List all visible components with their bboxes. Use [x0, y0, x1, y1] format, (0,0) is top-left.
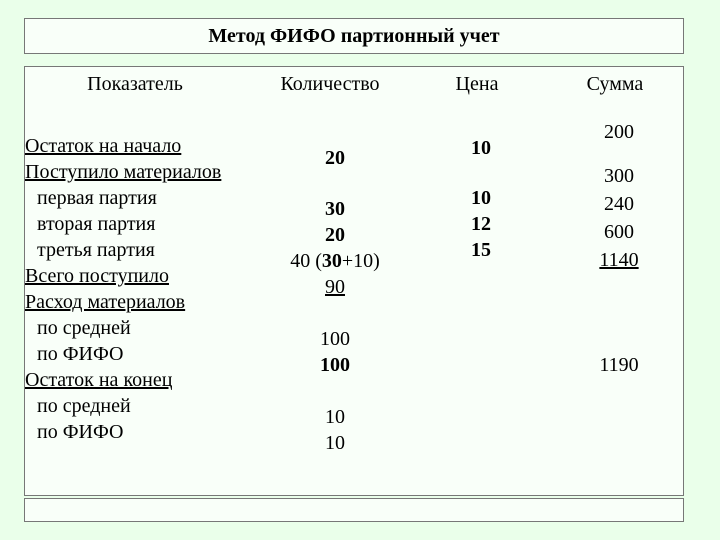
- qty-expense-avg: 100: [320, 328, 350, 350]
- sum-batch-3: 600: [604, 221, 634, 243]
- qty-end-avg: 10: [325, 406, 345, 428]
- qty-batch-3: 40 (30+10): [290, 250, 380, 272]
- sum-total-received: 1140: [599, 249, 639, 271]
- qty-total-received: 90: [325, 276, 345, 298]
- label-batch-1: первая партия: [37, 187, 157, 209]
- header-price: Цена: [455, 73, 499, 95]
- header-sum: Сумма: [586, 73, 644, 95]
- label-expense-fifo: по ФИФО: [37, 343, 124, 365]
- header-quantity: Количество: [280, 73, 380, 95]
- sum-expense-fifo: 1190: [599, 354, 639, 376]
- label-start-balance: Остаток на начало: [25, 135, 182, 157]
- price-start: 10: [471, 137, 491, 159]
- label-received: Поступило материалов: [25, 161, 222, 183]
- label-expense-avg: по средней: [37, 317, 131, 339]
- label-end-fifo: по ФИФО: [37, 421, 124, 443]
- qty-batch-1: 30: [325, 198, 345, 220]
- label-end-avg: по средней: [37, 395, 131, 417]
- title-text: Метод ФИФО партионный учет: [208, 24, 500, 47]
- label-total-received: Всего поступило: [25, 265, 169, 287]
- qty-end-fifo: 10: [325, 432, 345, 454]
- qty-batch-2: 20: [325, 224, 345, 246]
- qty-expense-fifo: 100: [320, 354, 350, 376]
- price-batch-2: 12: [471, 213, 491, 235]
- label-batch-2: вторая партия: [37, 213, 156, 235]
- price-batch-3: 15: [471, 239, 491, 261]
- price-batch-1: 10: [471, 187, 491, 209]
- sum-batch-2: 240: [604, 193, 634, 215]
- fifo-table: [24, 66, 684, 496]
- footer-box: [24, 498, 684, 522]
- label-end-balance: Остаток на конец: [25, 369, 173, 391]
- label-batch-3: третья партия: [37, 239, 155, 261]
- sum-start: 200: [604, 121, 634, 143]
- sum-batch-1: 300: [604, 165, 634, 187]
- qty-start: 20: [325, 147, 345, 169]
- slide-title: [24, 18, 684, 54]
- header-indicator: Показатель: [87, 73, 183, 95]
- label-expense: Расход материалов: [25, 291, 186, 313]
